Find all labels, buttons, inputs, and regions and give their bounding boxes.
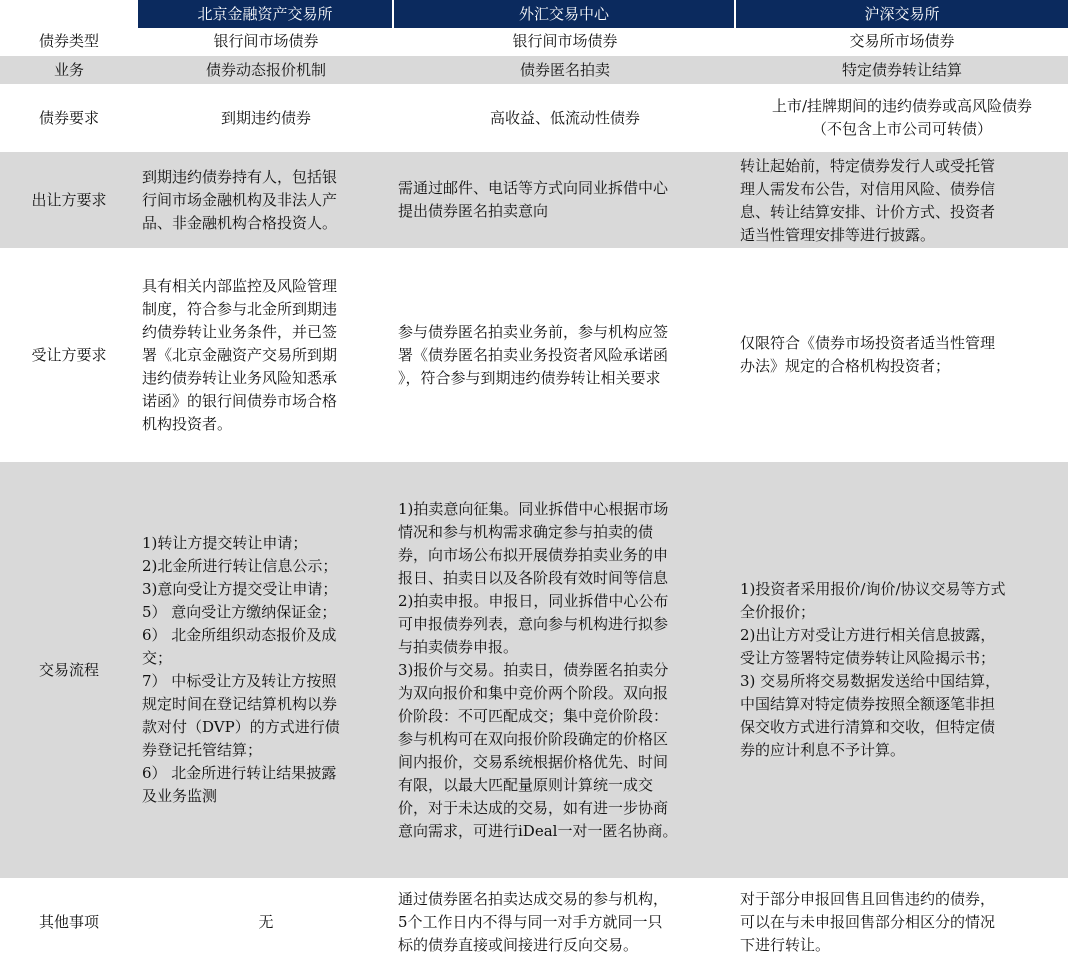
text-line: 1)拍卖意向征集。同业拆借中心根据市场 (398, 499, 669, 518)
text-line: 转让起始前，特定债券发行人或受托管 (740, 157, 996, 175)
text-line: 到期违约债券持有人，包括银 (142, 167, 338, 186)
text-line: 对于部分申报回售且回售违约的债券， (740, 889, 996, 908)
cell-shsz (736, 86, 1068, 152)
text-line: 行间市场金融机构及非法人产 (142, 190, 338, 209)
cell-shsz (736, 462, 1068, 880)
row-label: 债券要求 (0, 86, 138, 152)
header-fx-trading-center: 外汇交易中心 (394, 0, 736, 28)
cell-beijing (138, 152, 394, 250)
text-line: 受让方签署特定债券转让风险揭示书； (740, 649, 996, 667)
text-line: 与拍卖债券申报。 (398, 637, 519, 656)
text-line: 违约债券转让业务风险知悉承 (142, 368, 338, 387)
text-line: 上市/挂牌期间的违约债券或高风险债券 (771, 97, 1033, 115)
cell-shsz: 交易所市场债券 (736, 28, 1068, 56)
text-line: 可以在与未申报回售部分相区分的情况 (740, 912, 996, 931)
text-line: 券登记托管结算； (142, 741, 263, 759)
row-trading-process (0, 462, 1068, 880)
row-seller-requirement (0, 152, 1068, 250)
header-corner (0, 0, 138, 28)
text-line: 全价报价； (740, 603, 816, 621)
cell-beijing: 到期违约债券 (138, 86, 394, 152)
clipped-text (740, 155, 1064, 247)
header-sh-sz-exchange: 沪深交易所 (736, 0, 1068, 28)
row-label: 交易流程 (0, 462, 138, 880)
text-line: 仅限符合《债券市场投资者适当性管理 (740, 334, 996, 352)
text-line: 理人需发布公告，对信用风险、债券信 (740, 180, 996, 198)
text-line: 价，对于未达成的交易，如有进一步协商 (398, 798, 669, 817)
text-line: 为双向报价和集中竞价两个阶段。双向报 (398, 683, 669, 702)
text-line: 1)投资者采用报价/询价/协议交易等方式 (740, 580, 1006, 598)
text-line: 参与机构可在双向报价阶段确定的价格区 (398, 729, 669, 748)
row-bond-requirement (0, 86, 1068, 152)
text-line: 保交收方式进行清算和交收，但特定债 (740, 718, 996, 736)
text-line: 下进行转让。 (740, 935, 831, 954)
row-label: 其他事项 (0, 880, 138, 966)
text-line: 6） 北金所组织动态报价及成 (142, 626, 337, 644)
text-line: 标的债券直接或间接进行反向交易。 (398, 935, 639, 954)
text-line: 1)转让方提交转让申请； (142, 534, 308, 552)
row-other-matters (0, 880, 1068, 966)
cell-beijing: 银行间市场债券 (138, 28, 394, 56)
cell-beijing: 债券动态报价机制 (138, 56, 394, 86)
text-line: 具有相关内部监控及风险管理 (142, 276, 338, 295)
text-line: 3)报价与交易。拍卖日，债券匿名拍卖分 (398, 660, 669, 679)
text-line: 需通过邮件、电话等方式向同业拆借中心 (398, 179, 669, 197)
text-line: 有限，以最大匹配量原则计算统一成交 (398, 775, 654, 794)
text-line: 提出债券匿名拍卖意向 (398, 202, 549, 220)
cell-fx: 债券匿名拍卖 (394, 56, 736, 86)
cell-beijing (138, 250, 394, 462)
text-line: 署《债券匿名拍卖业务投资者风险承诺函 (398, 345, 669, 364)
text-line: 3)意向受让方提交受让申请； (142, 580, 338, 598)
text-line: 5） 意向受让方缴纳保证金； (142, 603, 337, 621)
text-line: 5个工作日内不得与同一对手方就同一只 (398, 912, 663, 931)
text-line: 中国结算对特定债券按照全额逐笔非担 (740, 695, 996, 713)
cell-fx (394, 250, 736, 462)
text-line: 署《北京金融资产交易所到期 (142, 345, 338, 364)
row-buyer-requirement (0, 250, 1068, 462)
text-line: 3) 交易所将交易数据发送给中国结算， (740, 672, 1001, 690)
text-line: 参与债券匿名拍卖业务前，参与机构应签 (398, 322, 669, 341)
text-line: 报日、拍卖日以及各阶段有效时间等信息 (398, 568, 669, 587)
cell-shsz (736, 152, 1068, 250)
text-line: 办法》规定的合格机构投资者； (740, 357, 951, 375)
text-line: 机构投资者。 (142, 414, 233, 433)
text-line: 款对付（DVP）的方式进行债 (142, 718, 340, 736)
row-label: 出让方要求 (0, 152, 138, 250)
text-line: 券，向市场公布拟开展债券拍卖业务的申 (398, 545, 669, 564)
cell-fx (394, 462, 736, 880)
text-line: 意向需求，可进行iDeal一对一匿名协商。 (398, 821, 678, 840)
text-line: 间内报价，交易系统根据价格优先、时间 (398, 752, 669, 771)
cell-fx: 银行间市场债券 (394, 28, 736, 56)
text-line: 6） 北金所进行转让结果披露 (142, 764, 337, 782)
text-line: （不包含上市公司可转债） (811, 120, 992, 138)
row-label: 债券类型 (0, 28, 138, 56)
text-line: 可申报债券列表，意向参与机构进行拟参 (398, 614, 669, 633)
text-line: 品、非金融机构合格投资人。 (142, 213, 338, 232)
text-line: 息、转让结算安排、计价方式、投资者 (740, 203, 996, 221)
text-line: 价阶段：不可匹配成交；集中竞价阶段： (398, 706, 669, 725)
cell-fx: 高收益、低流动性债券 (394, 86, 736, 152)
text-line: 约债券转让业务条件，并已签 (142, 322, 338, 341)
cell-shsz: 特定债券转让结算 (736, 56, 1068, 86)
text-line: 及业务监测 (142, 787, 218, 805)
text-line: 交； (142, 649, 173, 667)
text-line: 通过债券匿名拍卖达成交易的参与机构， (398, 889, 669, 908)
text-line: 规定时间在登记结算机构以券 (142, 695, 338, 713)
row-bond-type (0, 28, 1068, 56)
row-business (0, 56, 1068, 86)
text-line: 情况和参与机构需求确定参与拍卖的债 (398, 522, 654, 541)
cell-beijing: 无 (138, 880, 394, 966)
header-beijing-exchange: 北京金融资产交易所 (138, 0, 394, 28)
text-line: 2)出让方对受让方进行相关信息披露， (740, 626, 996, 644)
text-line: 诺函》的银行间债券市场合格 (142, 391, 338, 410)
cell-shsz (736, 250, 1068, 462)
text-line: 适当性管理安排等进行披露。 (740, 226, 936, 244)
text-line: 7） 中标受让方及转让方按照 (142, 672, 337, 690)
cell-fx (394, 880, 736, 966)
text-line: 2)拍卖申报。申报日，同业拆借中心公布 (398, 591, 669, 610)
header-row (0, 0, 1068, 28)
text-line: 券的应计利息不予计算。 (740, 741, 906, 759)
text-line: 制度，符合参与北金所到期违 (142, 299, 338, 318)
cell-shsz (736, 880, 1068, 966)
text-line: 》，符合参与到期违约债券转让相关要求 (398, 368, 661, 387)
cell-fx (394, 152, 736, 250)
row-label: 受让方要求 (0, 250, 138, 462)
text-line: 2)北金所进行转让信息公示； (142, 557, 338, 575)
cell-beijing (138, 462, 394, 880)
row-label: 业务 (0, 56, 138, 86)
